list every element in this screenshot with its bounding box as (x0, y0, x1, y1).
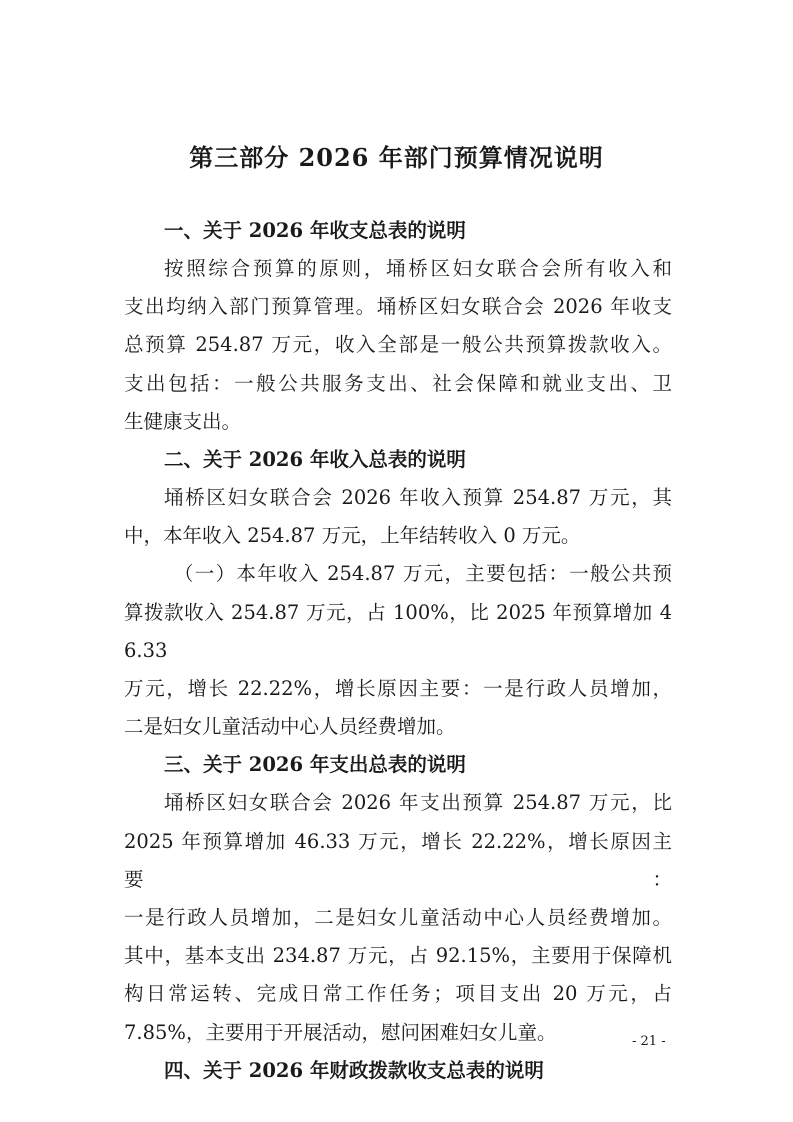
document-body (124, 212, 672, 1090)
text-line: 其中，基本支出 234.87 万元，占 92.15%，主要用于保障机 (124, 944, 672, 968)
text-line: 埇桥区妇女联合会 2026 年收入预算 254.87 万元，其 (164, 486, 672, 510)
section-2-paragraph-2 (124, 555, 672, 746)
text-line: （一）本年收入 254.87 万元，主要包括：一般公共预 (174, 562, 672, 586)
text-line: 一是行政人员增加，二是妇女儿童活动中心人员经费增加。 (124, 906, 672, 930)
section-heading-2: 二、关于 2026 年收入总表的说明 (164, 448, 466, 472)
text-line: 算拨款收入 254.87 万元，占 100%，比 2025 年预算增加 46.33 (124, 600, 672, 662)
text-line: 构日常运转、完成日常工作任务；项目支出 20 万元，占 (124, 982, 672, 1006)
section-heading-3: 三、关于 2026 年支出总表的说明 (164, 753, 466, 777)
text-line: 支出均纳入部门预算管理。埇桥区妇女联合会 2026 年收支 (124, 295, 672, 319)
text-line: 按照综合预算的原则，埇桥区妇女联合会所有收入和 (164, 257, 672, 280)
text-line: 总预算 254.87 万元，收入全部是一般公共预算拨款收入。 (124, 333, 672, 357)
text-line: 2025 年预算增加 46.33 万元，增长 22.22%，增长原因主要： (124, 829, 672, 891)
text-line: 埇桥区妇女联合会 2026 年支出预算 254.87 万元，比 (164, 791, 672, 815)
text-line: 7.85%，主要用于开展活动，慰问困难妇女儿童。 (124, 1020, 557, 1044)
section-2-paragraph-1 (124, 479, 672, 555)
text-line: 万元，增长 22.22%，增长原因主要：一是行政人员增加， (124, 677, 672, 701)
page-title: 第三部分 2026 年部门预算情况说明 (189, 143, 604, 172)
section-heading-1: 一、关于 2026 年收支总表的说明 (164, 219, 466, 242)
section-3-paragraph-1 (124, 784, 672, 1051)
text-line: 中，本年收入 254.87 万元，上年结转收入 0 万元。 (124, 524, 581, 548)
page-number: - 21 - (632, 1034, 666, 1049)
text-line: 二是妇女儿童活动中心人员经费增加。 (124, 715, 456, 739)
section-heading-4: 四、关于 2026 年财政拨款收支总表的说明 (164, 1058, 544, 1082)
text-line: 生健康支出。 (124, 409, 242, 433)
text-line: 支出包括：一般公共服务支出、社会保障和就业支出、卫 (124, 371, 672, 395)
section-1-paragraph-1 (124, 250, 672, 441)
